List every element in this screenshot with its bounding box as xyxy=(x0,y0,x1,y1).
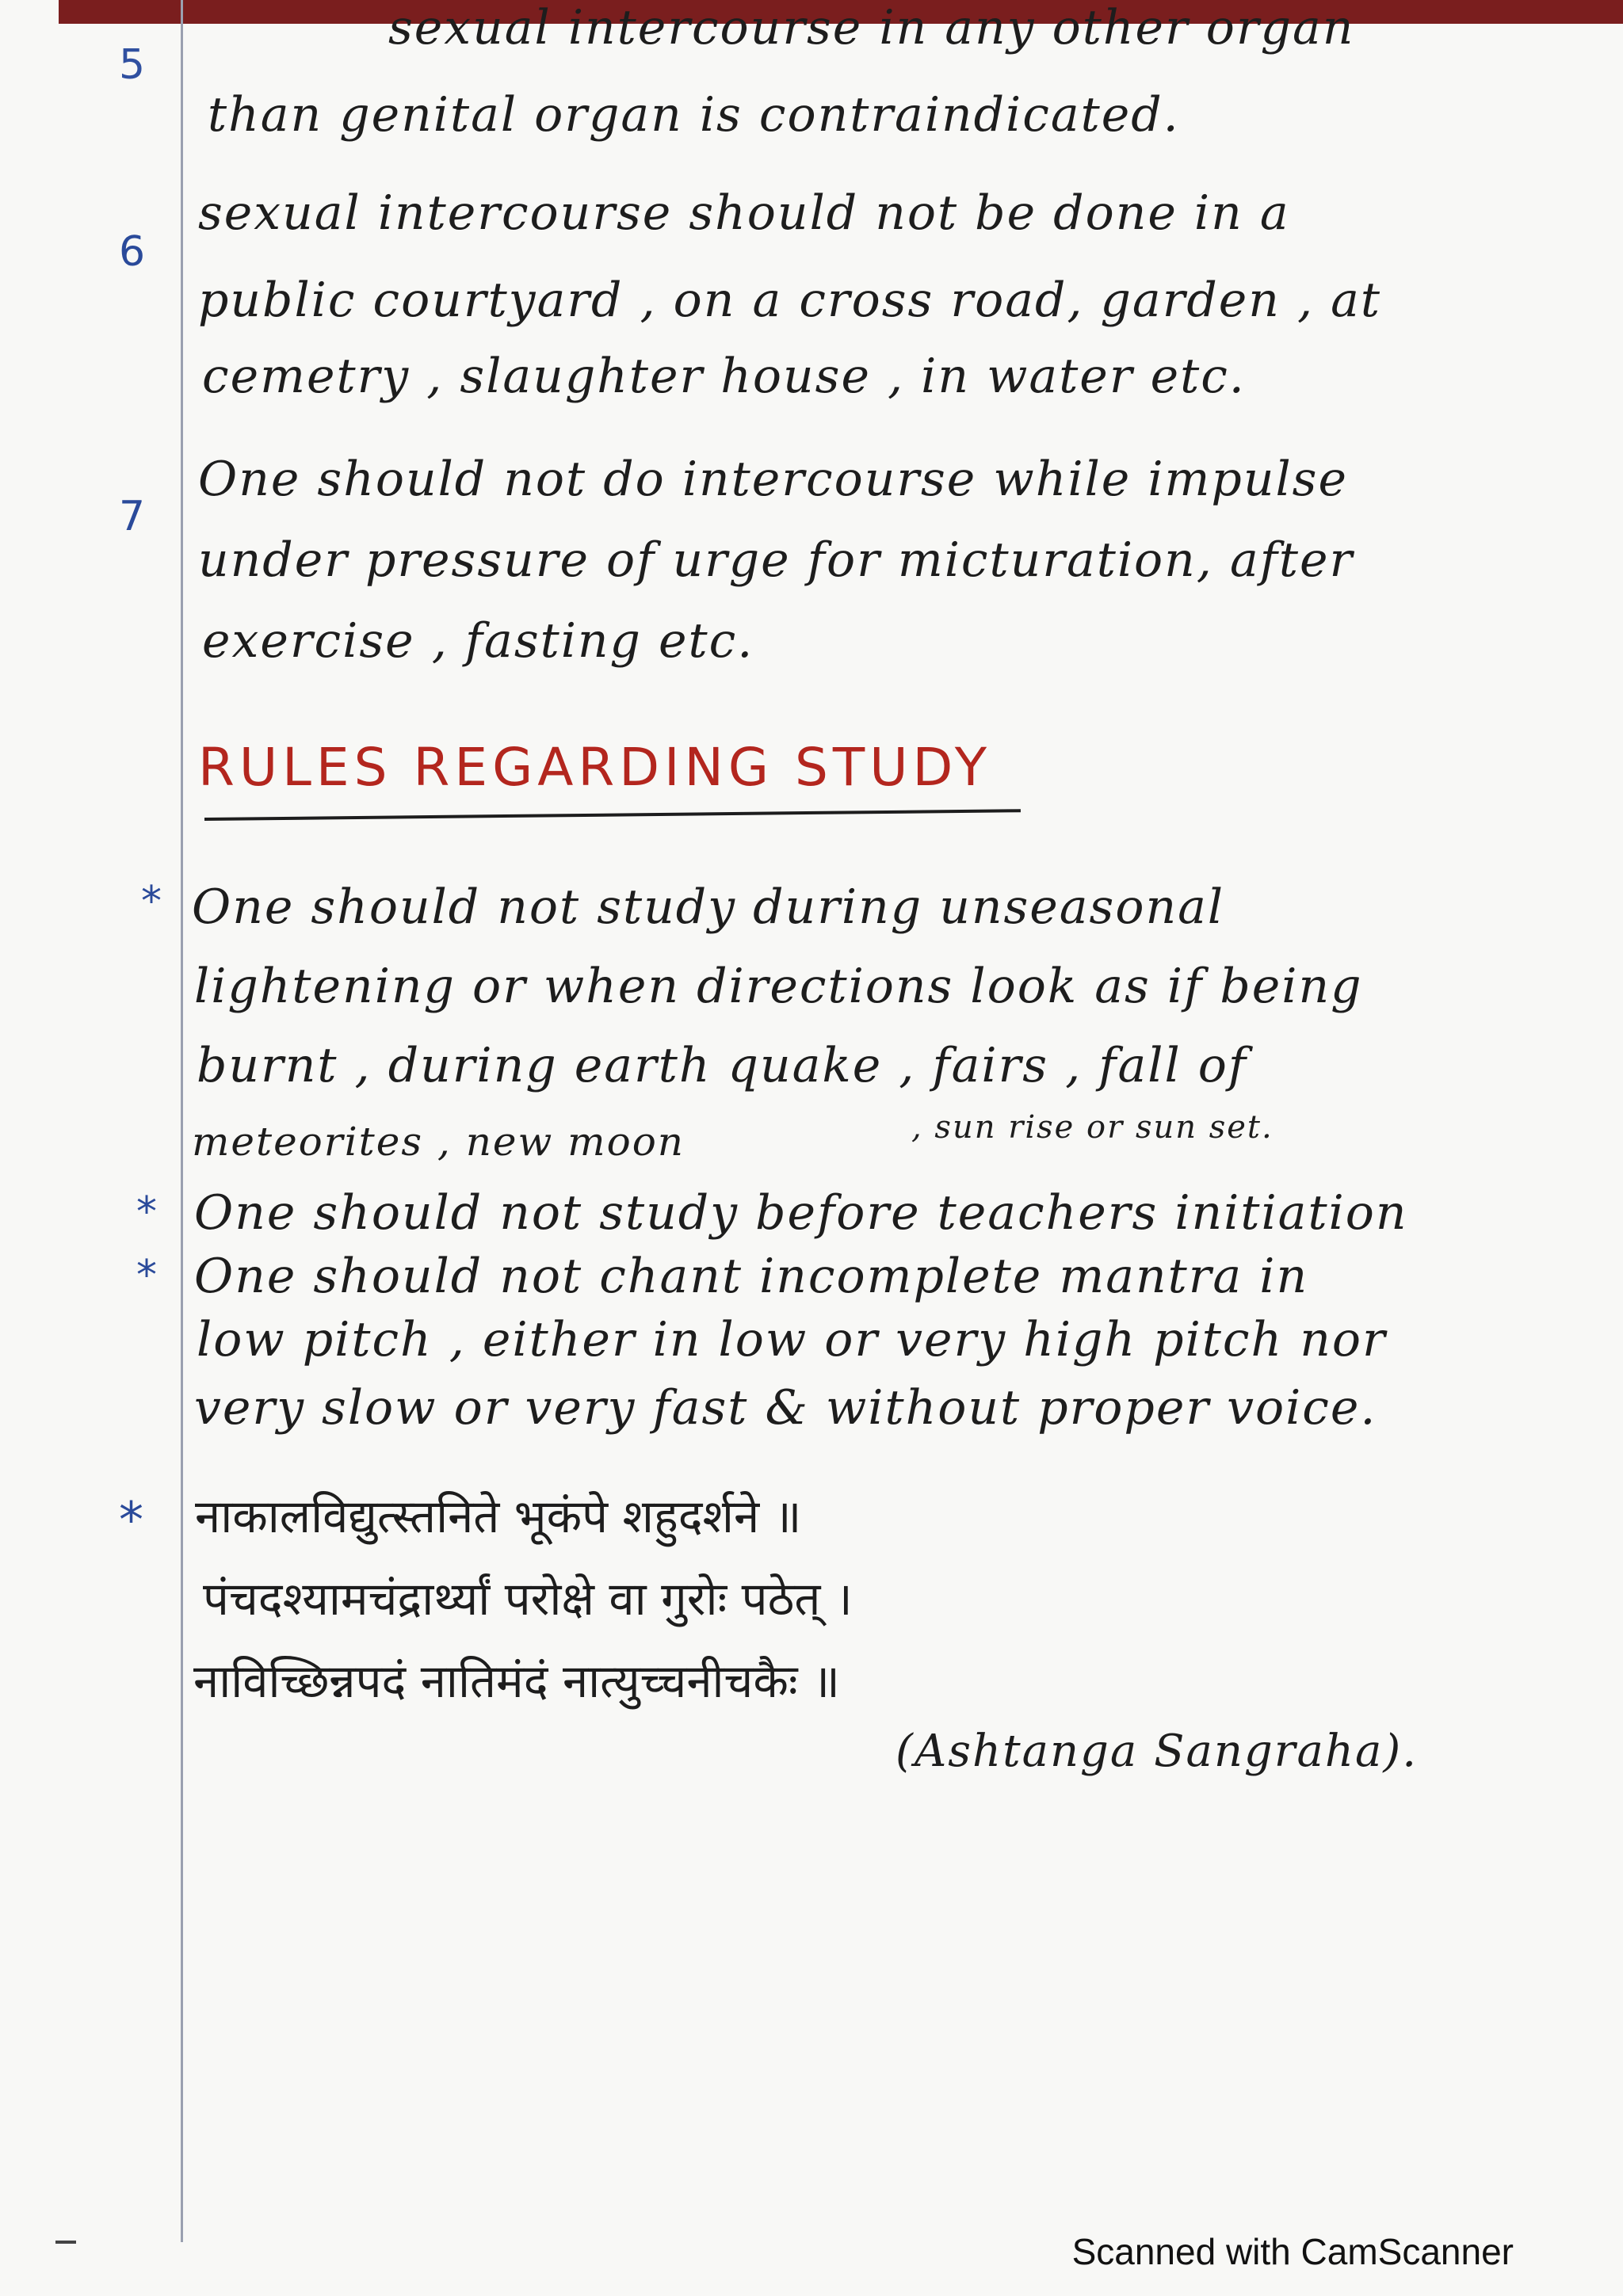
text-line: meteorites , new moon xyxy=(192,1119,685,1165)
asterisk-marker: * xyxy=(136,1252,157,1299)
heading-underline xyxy=(204,809,1021,821)
section-heading: RULES REGARDING STUDY xyxy=(198,737,992,798)
shloka-line: नाकालविद्युत्स्तनिते भूकंपे शहुदर्शने ॥ xyxy=(195,1489,802,1543)
shloka-line: नाविच्छिन्नपदं नातिमंदं नात्युच्चनीचकैः ॥ xyxy=(193,1654,840,1708)
text-line: cemetry , slaughter house , in water etc. xyxy=(202,349,1246,404)
text-line: sexual intercourse should not be done in a xyxy=(198,185,1290,241)
text-line: very slow or very fast & without proper voice. xyxy=(194,1380,1377,1436)
asterisk-marker: * xyxy=(136,1188,157,1236)
text-line: public courtyard , on a cross road, garden , at xyxy=(198,273,1382,328)
text-line: , sun rise or sun set. xyxy=(911,1109,1274,1146)
text-line: than genital organ is contraindicated. xyxy=(208,87,1180,143)
scan-mark xyxy=(55,2241,76,2244)
text-line: One should not study before teachers initiation xyxy=(194,1185,1408,1241)
shloka-line: पंचदश्यामचंद्रार्थ्यां परोक्षे वा गुरोः पठेत् । xyxy=(203,1572,853,1626)
camscanner-watermark: Scanned with CamScanner xyxy=(1071,2231,1514,2272)
text-line: low pitch , either in low or very high pitch nor xyxy=(197,1312,1387,1367)
text-line: burnt , during earth quake , fairs , fall of xyxy=(197,1038,1248,1093)
text-line: One should not do intercourse while impulse xyxy=(198,452,1348,507)
text-line: One should not study during unseasonal xyxy=(192,879,1225,935)
rule-number: 6 xyxy=(119,228,146,276)
rule-number: 5 xyxy=(119,41,146,89)
text-line: lightening or when directions look as if being xyxy=(194,959,1363,1014)
margin-line xyxy=(181,0,183,2242)
asterisk-marker: * xyxy=(119,1491,143,1549)
source-citation: (Ashtanga Sangraha). xyxy=(896,1726,1419,1777)
text-line: One should not chant incomplete mantra in xyxy=(194,1249,1309,1304)
text-line: under pressure of urge for micturation, after xyxy=(198,532,1354,588)
text-line: exercise , fasting etc. xyxy=(202,613,754,669)
text-line: sexual intercourse in any other organ xyxy=(388,0,1355,55)
rule-number: 7 xyxy=(119,493,146,540)
asterisk-marker: * xyxy=(141,878,162,925)
